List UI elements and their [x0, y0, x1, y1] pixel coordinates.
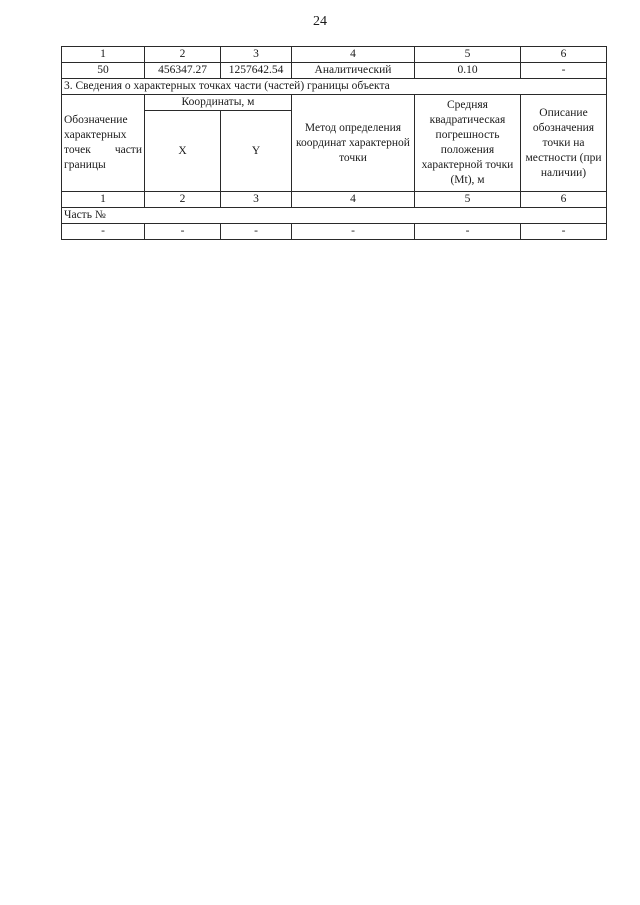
col-number-cell: 5 — [415, 192, 521, 208]
col-number-cell: 1 — [62, 192, 145, 208]
col-number-cell: 3 — [221, 192, 292, 208]
method-cell: Аналитический — [292, 63, 415, 79]
description-cell: - — [521, 63, 607, 79]
empty-cell: - — [145, 224, 221, 240]
col-number-cell: 6 — [521, 47, 607, 63]
page-number: 24 — [313, 14, 327, 29]
section-title-row — [62, 79, 607, 95]
coordinates-table — [61, 46, 607, 240]
col-number-cell: 6 — [521, 192, 607, 208]
point-number-cell: 50 — [62, 63, 145, 79]
section-title: 3. Сведения о характерных точках части (частей) границы объекта — [62, 79, 607, 95]
coordinates-header: Координаты, м — [145, 95, 292, 111]
empty-cell: - — [415, 224, 521, 240]
empty-cell: - — [221, 224, 292, 240]
empty-cell: - — [62, 224, 145, 240]
header-row — [62, 95, 607, 111]
col-number-cell: 2 — [145, 192, 221, 208]
method-header: Метод определения координат характерной точки — [292, 95, 415, 192]
col-number-cell: 2 — [145, 47, 221, 63]
empty-cell: - — [521, 224, 607, 240]
col-number-cell: 4 — [292, 192, 415, 208]
part-label-row — [62, 208, 607, 224]
table-row — [62, 63, 607, 79]
point-designation-header: Обозначение характерных точек части границы — [62, 95, 145, 192]
col-number-cell: 1 — [62, 47, 145, 63]
error-header: Средняя квадратическая погрешность положения характерной точки (Mt), м — [415, 95, 521, 192]
empty-cell: - — [292, 224, 415, 240]
col-number-cell: 3 — [221, 47, 292, 63]
y-header: Y — [221, 111, 292, 192]
col-number-cell: 4 — [292, 47, 415, 63]
part-label: Часть № — [62, 208, 607, 224]
x-coordinate-cell: 456347.27 — [145, 63, 221, 79]
column-number-row — [62, 192, 607, 208]
table-row — [62, 224, 607, 240]
error-cell: 0.10 — [415, 63, 521, 79]
x-header: X — [145, 111, 221, 192]
column-number-row — [62, 47, 607, 63]
y-coordinate-cell: 1257642.54 — [221, 63, 292, 79]
col-number-cell: 5 — [415, 47, 521, 63]
description-header: Описание обозначения точки на местности (при наличии) — [521, 95, 607, 192]
